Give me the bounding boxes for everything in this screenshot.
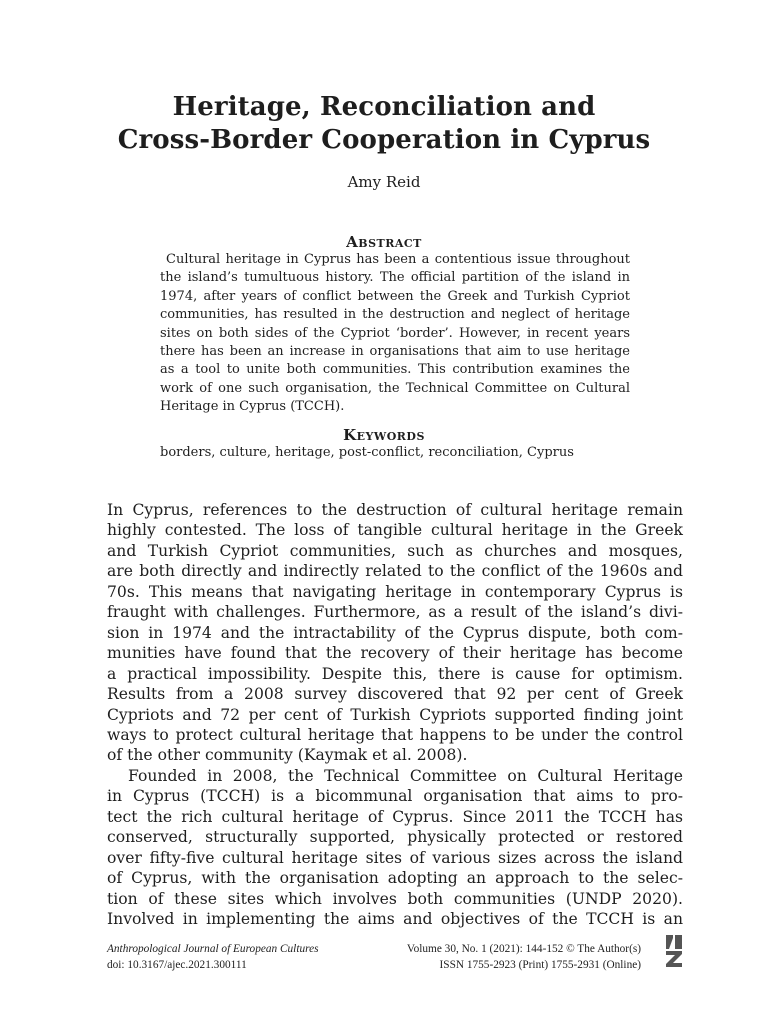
abstract-line: work of one such organisation, the Technical Committee on Cultural: [160, 380, 630, 396]
doi: doi: 10.3167/ajec.2021.300111: [107, 959, 247, 971]
body-line: Results from a 2008 survey discovered that 92 per cent of Greek: [107, 685, 683, 704]
body-text: [107, 500, 683, 930]
body-line: and Turkish Cypriot communities, such as churches and mosques,: [107, 541, 683, 560]
body-line: ways to protect cultural heritage that happens to be under the control: [107, 725, 683, 744]
body-line: in Cyprus (TCCH) is a bicommunal organisation that aims to pro-: [107, 787, 683, 806]
body-line: a practical impossibility. Despite this, there is cause for optimism.: [107, 664, 683, 683]
keywords-list: borders, culture, heritage, post-conflict, reconciliation, Cyprus: [160, 445, 574, 460]
body-line: munities have found that the recovery of their heritage has become: [107, 644, 683, 663]
berghahn-logo-icon: [664, 935, 684, 967]
body-line: of Cyprus, with the organisation adopting an approach to the selec-: [107, 869, 683, 888]
body-line: sion in 1974 and the intractability of the Cyprus dispute, both com-: [107, 623, 683, 642]
abstract-line: sites on both sides of the Cypriot ‘border’. However, in recent years: [160, 325, 630, 341]
author-name: Amy Reid: [347, 173, 421, 191]
article-title: [0, 91, 768, 157]
body-line: 70s. This means that navigating heritage in contemporary Cyprus is: [107, 582, 683, 601]
paragraph-1: [107, 500, 683, 766]
abstract-body: [160, 251, 630, 417]
body-line: over fifty-five cultural heritage sites of various sizes across the island: [107, 848, 683, 867]
body-line: fraught with challenges. Furthermore, as a result of the island’s divi-: [107, 603, 683, 622]
footer-right: [407, 941, 641, 973]
title-line: Cross-Border Cooperation in Cyprus: [117, 125, 651, 155]
abstract-line: the island’s tumultuous history. The official partition of the island in: [160, 270, 630, 286]
keywords-heading: Keywords: [343, 426, 425, 444]
body-line: tion of these sites which involves both communities (UNDP 2020).: [107, 889, 683, 908]
abstract-line: communities, has resulted in the destruction and neglect of heritage: [160, 307, 630, 323]
abstract-line: Cultural heritage in Cyprus has been a contentious issue throughout: [166, 252, 630, 267]
body-line: highly contested. The loss of tangible cultural heritage in the Greek: [107, 521, 683, 540]
abstract-heading: Abstract: [346, 233, 422, 251]
abstract-line: as a tool to unite both communities. This contribution examines the: [160, 362, 630, 378]
body-line: In Cyprus, references to the destruction of cultural heritage remain: [107, 501, 683, 519]
body-line: Involved in implementing the aims and objectives of the TCCH is an: [107, 910, 683, 929]
body-line: Cypriots and 72 per cent of Turkish Cypriots supported finding joint: [107, 705, 683, 724]
body-line: are both directly and indirectly related to the conflict of the 1960s and: [107, 562, 683, 581]
title-line: Heritage, Reconciliation and: [172, 92, 596, 122]
body-line: conserved, structurally supported, physically protected or restored: [107, 828, 683, 847]
body-line: Founded in 2008, the Technical Committee on Cultural Heritage: [128, 766, 683, 785]
abstract-line: Heritage in Cyprus (TCCH).: [160, 399, 345, 415]
body-line: of the other community (Kaymak et al. 2008).: [107, 746, 468, 765]
paragraph-2: [107, 766, 683, 930]
abstract-line: 1974, after years of conflict between the Greek and Turkish Cypriot: [160, 288, 630, 304]
footer-left: [107, 941, 319, 973]
journal-name: Anthropological Journal of European Cultures: [107, 943, 319, 955]
issn-info: ISSN 1755-2923 (Print) 1755-2931 (Online): [439, 959, 641, 971]
abstract-line: there has been an increase in organisations that aim to use heritage: [160, 344, 630, 360]
volume-info: Volume 30, No. 1 (2021): 144-152 © The Author(s): [406, 943, 641, 955]
body-line: tect the rich cultural heritage of Cyprus. Since 2011 the TCCH has: [107, 807, 683, 826]
